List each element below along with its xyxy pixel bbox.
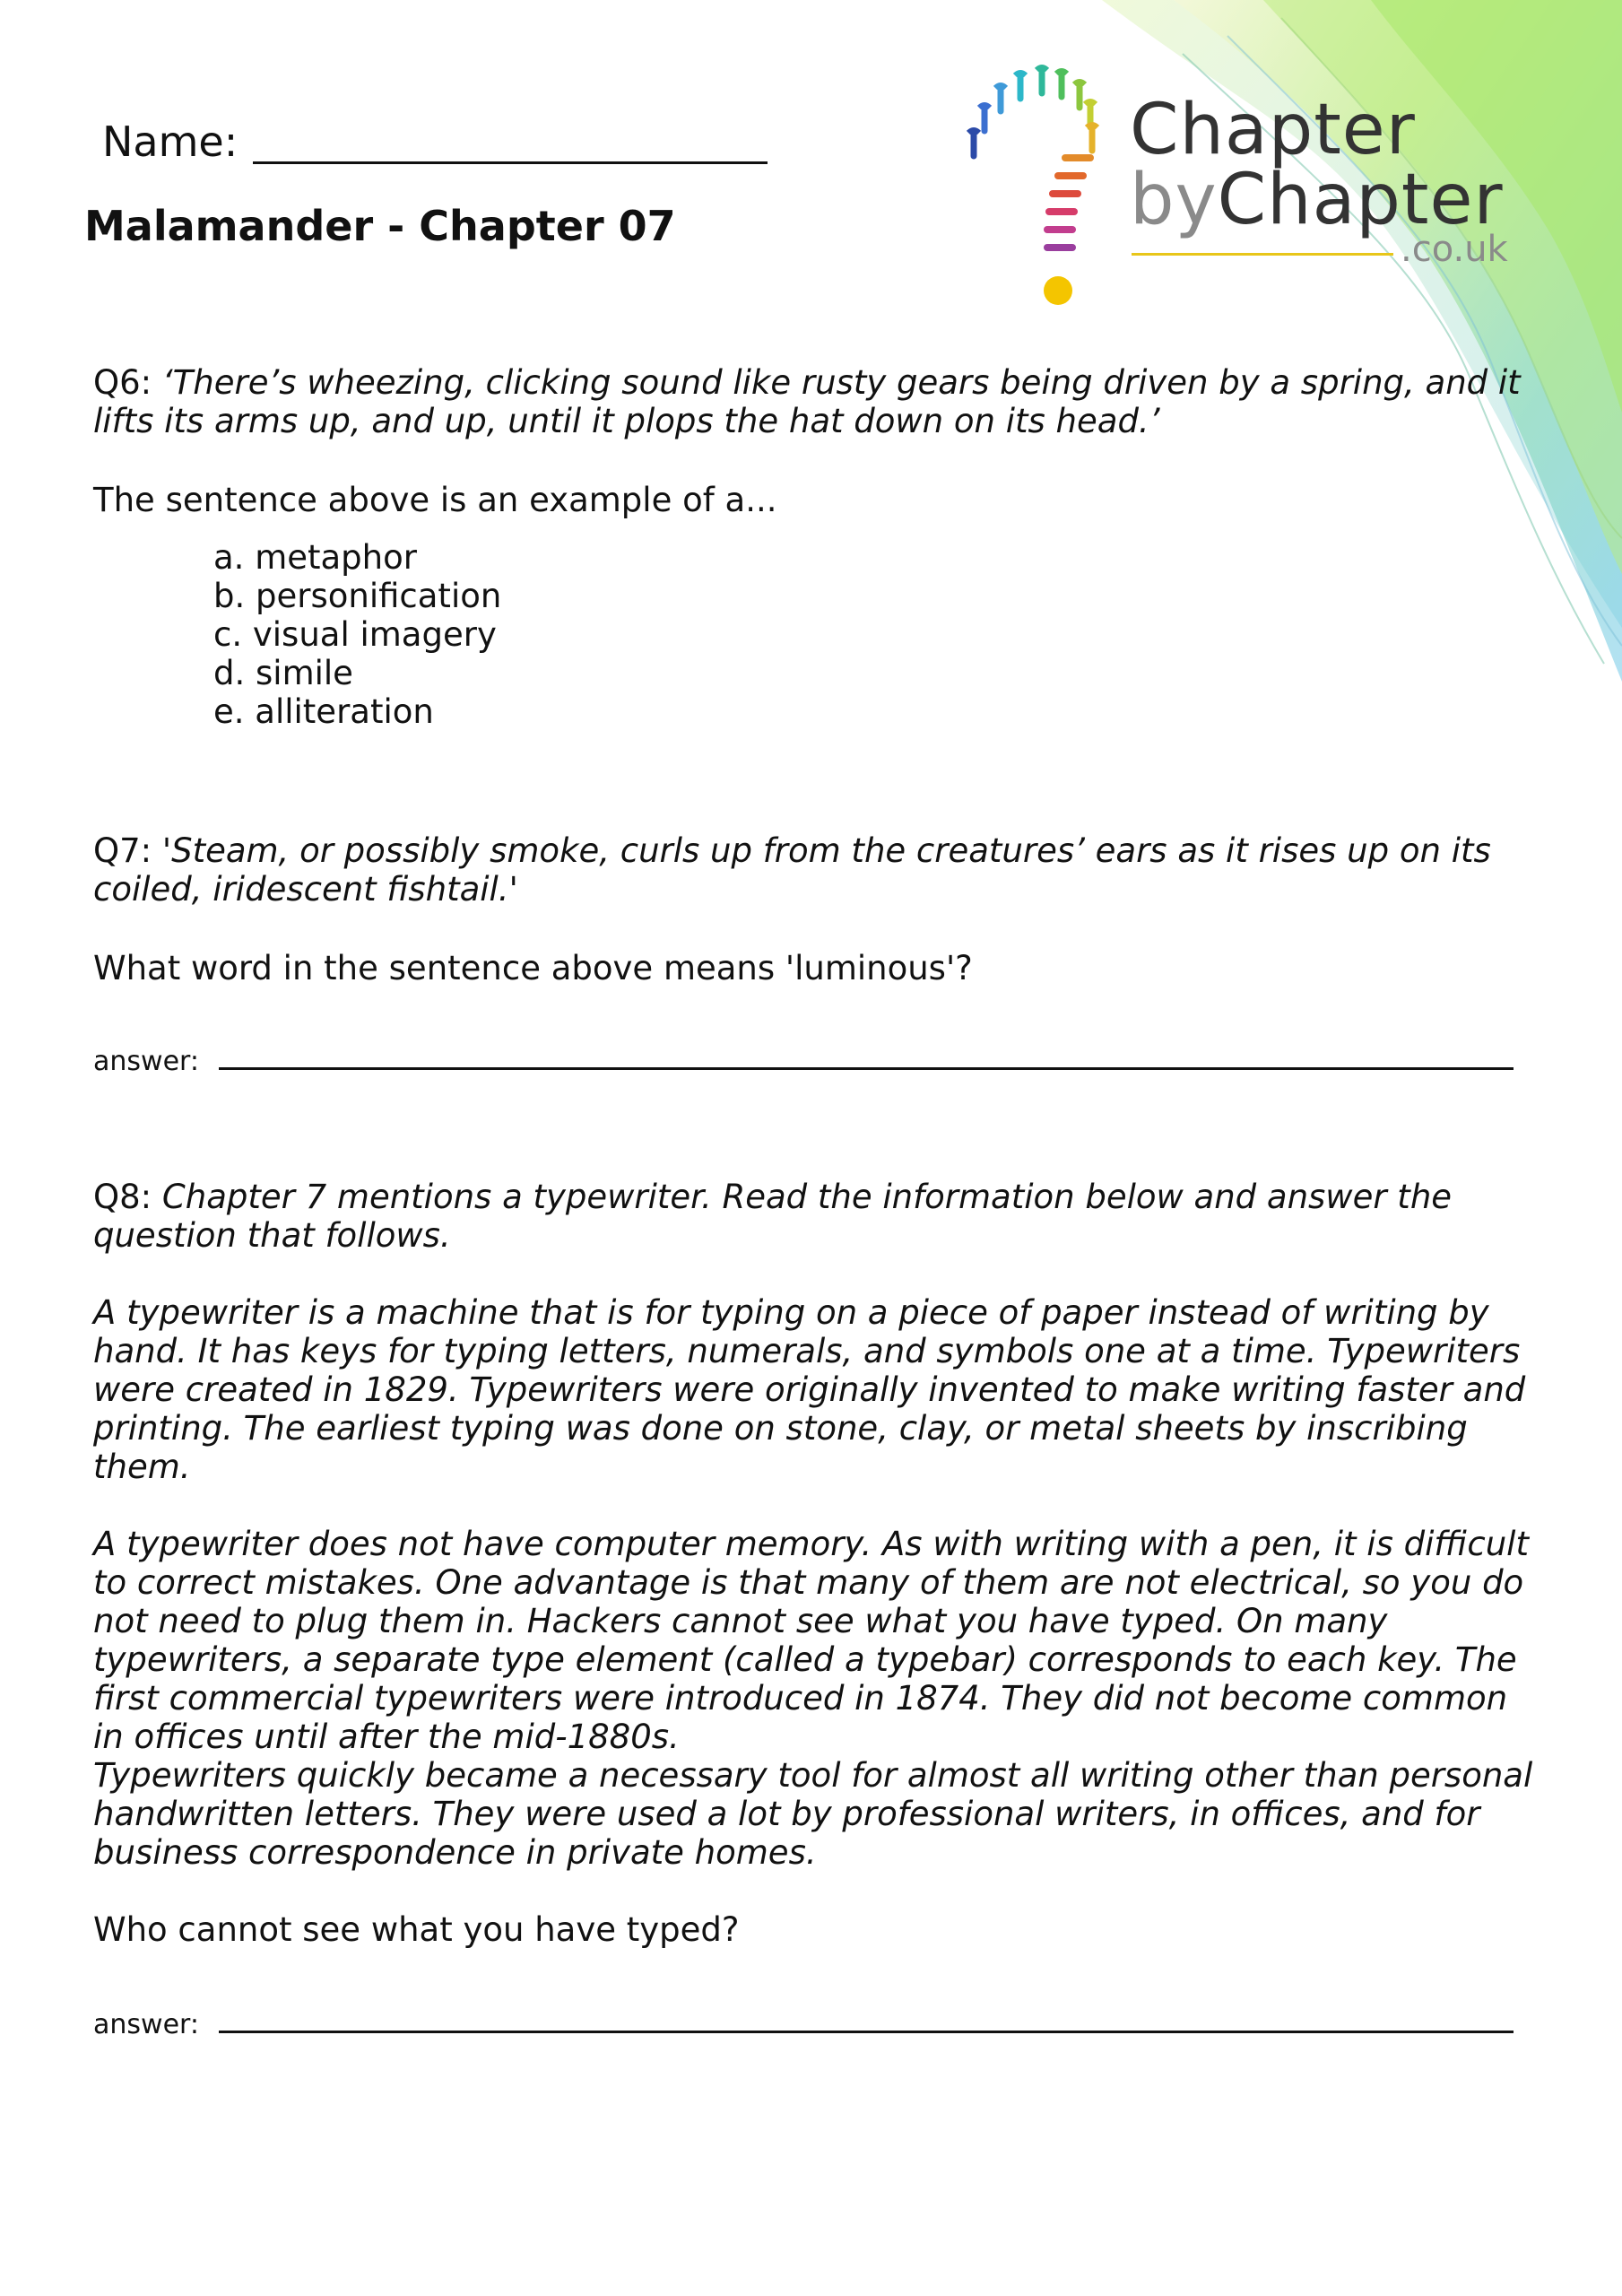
q8-label: Q8:	[93, 1178, 152, 1216]
q7-label: Q7:	[93, 831, 152, 870]
q6-option-b[interactable]: b. personification	[213, 577, 502, 615]
name-field[interactable]	[253, 161, 768, 164]
q6-option-e[interactable]: e. alliteration	[213, 692, 434, 731]
logo-text-chapter: Chapter	[1130, 90, 1416, 170]
q7-quote: 'Steam, or possibly smoke, curls up from the creatures’ ears as it rises up on its coiled, iridescent fishtail.'	[93, 831, 1491, 909]
q8-answer-field[interactable]	[219, 2031, 1514, 2033]
question-mark-books-icon	[958, 52, 1128, 312]
q6-prompt: The sentence above is an example of a...	[93, 481, 777, 519]
q6-quote: ‘There’s wheezing, clicking sound like rusty gears being driven by a spring, and it lifts its arms up, and up, until it plops the hat down on its head.’	[93, 363, 1521, 440]
q7-question	[93, 831, 1528, 909]
q7-answer-label: answer:	[93, 1046, 199, 1077]
worksheet-title: Malamander - Chapter 07	[84, 202, 676, 250]
q8-passage-paragraph-2	[93, 1525, 1546, 1756]
q6-option-a[interactable]: a. metaphor	[213, 538, 417, 577]
q8-prompt: Who cannot see what you have typed?	[93, 1910, 740, 1949]
q8-passage-paragraph-2-text: A typewriter does not have computer memory. As with writing with a pen, it is difficult to correct mistakes. One advantage is that many of them are not electrical, so you do not need to plug them in. Hackers cannot see what you have typed. On many typewriters, a separate type element (called a typebar) corresponds to each key. The first commercial typewriters were introduced in 1874. They did not become common in offices until after the mid-1880s.	[93, 1525, 1529, 1756]
logo-domain-suffix: .co.uk	[1401, 229, 1508, 270]
q6-option-d[interactable]: d. simile	[213, 654, 353, 692]
name-label: Name:	[102, 117, 239, 166]
q8-question	[93, 1178, 1528, 1255]
logo-text-by: by	[1130, 160, 1218, 240]
logo-underline	[1132, 253, 1393, 256]
q7-answer-field[interactable]	[219, 1067, 1514, 1070]
q6-label: Q6:	[93, 363, 152, 402]
q6-options	[213, 538, 501, 731]
q8-answer-label: answer:	[93, 2009, 199, 2040]
q6-question	[93, 363, 1528, 440]
q8-passage-paragraph-3-text: Typewriters quickly became a necessary tool for almost all writing other than personal handwritten letters. They were used a lot by professional writers, in offices, and for business correspondence in private homes.	[93, 1756, 1533, 1872]
q8-passage-paragraph-3	[93, 1756, 1546, 1872]
logo-text-chapter-2: Chapter	[1217, 160, 1504, 240]
q7-prompt: What word in the sentence above means 'luminous'?	[93, 949, 973, 987]
q6-option-c[interactable]: c. visual imagery	[213, 615, 497, 654]
q8-passage-paragraph-1	[93, 1293, 1546, 1486]
q8-intro: Chapter 7 mentions a typewriter. Read the information below and answer the question that follows.	[93, 1178, 1453, 1255]
q8-passage-paragraph-1-text: A typewriter is a machine that is for typing on a piece of paper instead of writing by hand. It has keys for typing letters, numerals, and symbols one at a time. Typewriters were created in 1829. Typewriters were originally invented to make writing faster and printing. The earliest typing was done on stone, clay, or metal sheets by inscribing them.	[93, 1293, 1526, 1486]
